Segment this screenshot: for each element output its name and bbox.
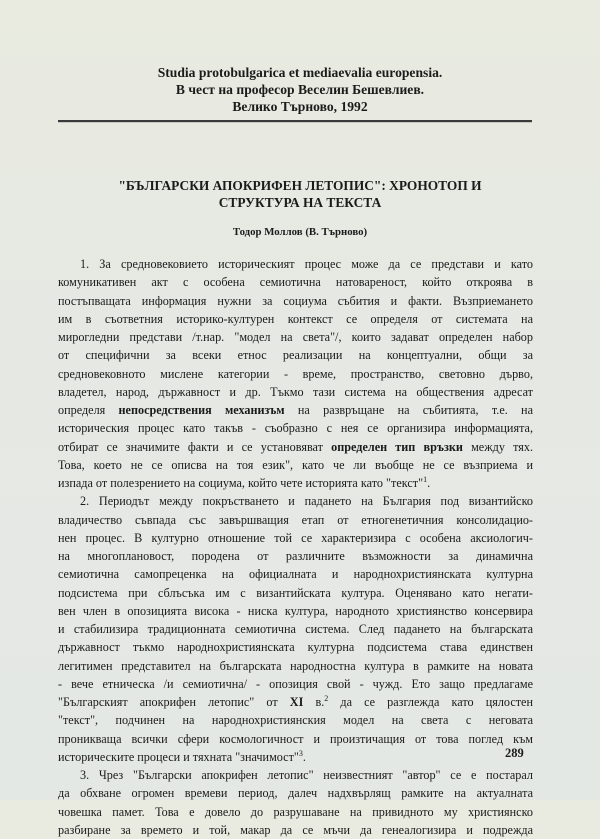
emphasis: XI xyxy=(289,695,304,709)
text-line: вен член в опозицията висока - ниска култура, народното християнство консервира xyxy=(58,603,533,618)
footnote-ref: 2 xyxy=(324,694,329,703)
text-line: владетел, народ, държавност и др. Тъкмо тази система на обществения адресат xyxy=(58,384,533,399)
article-title-line-2: СТРУКТУРА НА ТЕКСТА xyxy=(218,195,382,210)
text-line: "текст", подчинен на народнохристиянския модел на света с неговата xyxy=(58,713,533,728)
text-line: средновековното мислене категории - време, пространство, световно дърво, xyxy=(58,366,533,381)
article-body xyxy=(58,255,533,839)
text-line: нен процес. В културно отношение той се характеризира с особена аксиологич- xyxy=(58,530,533,545)
text-line: разбиране за времето и той, макар да се мъчи да генеалогизира и подрежда xyxy=(58,822,533,837)
text-line: човешка памет. Това е довело до разрушаване на привидното му християнско xyxy=(58,804,533,819)
article-title-line-1: "БЪЛГАРСКИ АПОКРИФЕН ЛЕТОПИС": ХРОНОТОП И xyxy=(118,178,482,193)
text-line: мирогледни представи /т.нар. "модел на света"/, които задават определен набор xyxy=(58,330,533,344)
emphasis: непосредствения механизъм xyxy=(118,403,285,417)
text-line: подсистема при сблъсъка им с византийската култура. Оценявано като негати- xyxy=(58,585,533,600)
text-line: "Българският апокрифен летопис" от XI в.$^2$ да се разглежда като цялостен xyxy=(58,694,533,709)
paragraph-3 xyxy=(58,766,533,839)
masthead-series-title: Studia protobulgarica et mediaevalia europensia. xyxy=(157,65,443,80)
journal-masthead xyxy=(60,64,540,115)
text-line: семиотична самопреценка на официалната и народнохристиянската културна xyxy=(58,567,533,582)
page-number: 289 xyxy=(505,746,524,760)
text-line: владичество съвпада със завършващия етап от етногенетичния консолидацио- xyxy=(58,512,533,527)
text-line: на многоплановост, породена от различните възможности за динамична xyxy=(58,549,533,563)
text-line: Това, което не се описва на тоя език", като че ли въобще не се възприема и xyxy=(58,457,533,472)
text-line: легитимен представител на българската народностна култура в рамките на новата xyxy=(58,658,533,673)
text-line: проникваща всички сфери космологичност и произтичащия от това поглед към xyxy=(58,731,533,746)
text-line: отбират се значимите факти и се установяват определен тип връзки между тях. xyxy=(58,439,533,454)
text-line: - вече етническа /и семиотична/ - опозиция свой - чужд. Ето защо предлагаме xyxy=(58,676,533,691)
text-line: определя непосредствения механизъм на развръщане на събитията, т.е. на xyxy=(58,403,533,417)
masthead-dedication: В чест на професор Веселин Бешевлиев. xyxy=(175,82,425,97)
text-line: постъпващата информация нужни за социума събития и факти. Възприемането xyxy=(58,293,533,308)
text-line: 3. Чрез "Български апокрифен летопис" неизвестният "автор" се е постарал xyxy=(80,768,533,782)
text-line: комуникативен акт с особена семиотична натовареност, който откроява в xyxy=(58,275,533,290)
article-title xyxy=(60,177,540,211)
emphasis: определен тип връзки xyxy=(331,439,463,454)
text-line: да обхване огромен времеви период, далеч надхвърлящ рамките на актуалната xyxy=(58,786,533,801)
footnote-ref: 3 xyxy=(298,748,303,758)
text-line: историческите процеси и тяхната "значимост"$^3$. xyxy=(58,748,306,764)
masthead-place-year: Велико Търново, 1992 xyxy=(232,99,368,114)
text-line: държавност тъкмо народнохристиянската културна подсистема става единствен xyxy=(58,640,533,655)
text-line: им в съответния историко-културен контекст се определя от системата на xyxy=(58,311,533,326)
text-line: историческия процес като такъв - съобразно с нея се организира информацията, xyxy=(58,421,533,436)
paragraph-1 xyxy=(58,255,533,492)
text-line: и стабилизира традиционната семиотична система. След падането на българската xyxy=(58,622,533,636)
paragraph-2 xyxy=(58,492,533,766)
text-line: изпада от полезрението на социума, който чете историята като "текст"$^1$. xyxy=(58,475,431,490)
header-rule xyxy=(58,120,532,122)
text-line: 2. Периодът между покръстването и падането на България под византийско xyxy=(80,494,533,509)
footnote-ref: 1 xyxy=(423,475,428,484)
article-author: Тодор Моллов (В. Търново) xyxy=(232,226,368,238)
text-line: от специфични за всеки етнос реализации на концептуални, общи за xyxy=(58,348,533,363)
text-line: 1. За средновековието историческият процес може да се представи и като xyxy=(80,257,533,271)
